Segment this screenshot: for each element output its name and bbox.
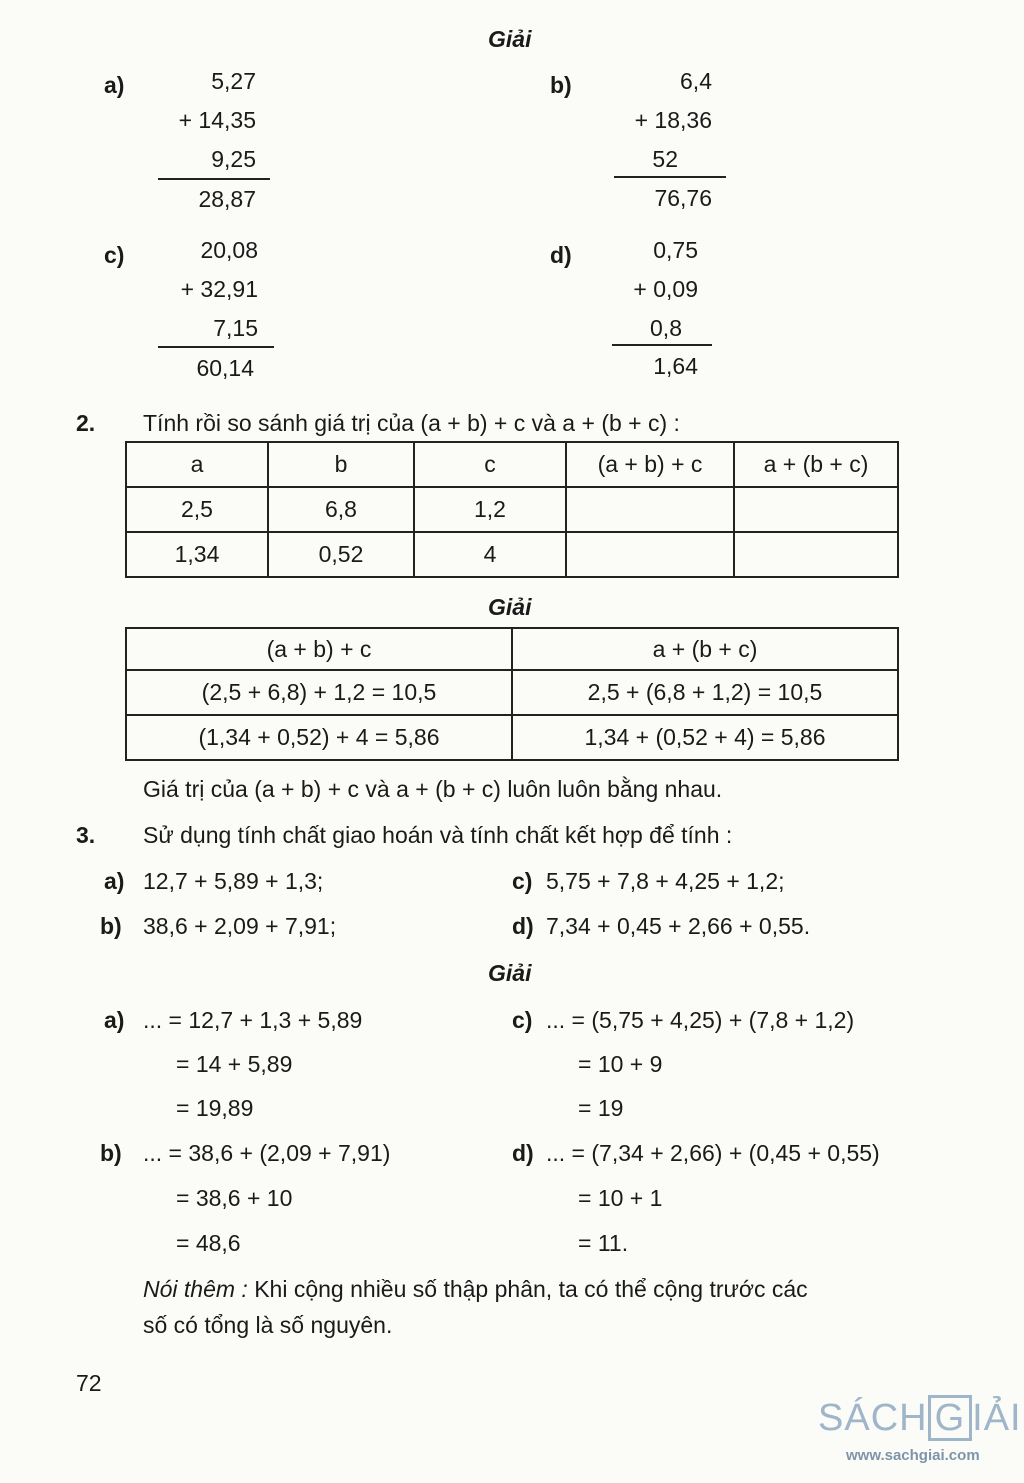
- table-row: [126, 532, 898, 577]
- ex3-sol-a-line: = 14 + 5,89: [176, 1051, 293, 1077]
- table-cell: 6,8: [268, 487, 414, 532]
- page-number: 72: [76, 1370, 102, 1396]
- ex1-a-sum: 28,87: [198, 186, 256, 212]
- ex3-sol-d-line: = 11.: [578, 1230, 629, 1256]
- ex3-b-label: b): [100, 913, 122, 939]
- ex3-a-label: a): [104, 868, 125, 894]
- note-text: Khi cộng nhiều số thập phân, ta có thể cộng trước các: [247, 1276, 808, 1302]
- table-cell: 4: [414, 532, 566, 577]
- table-header-cell: (a + b) + c: [126, 628, 512, 670]
- ex3-sol-c-line: = 10 + 9: [578, 1051, 663, 1077]
- ex1-a-label: a): [104, 72, 125, 98]
- logo-text: IẢI: [972, 1397, 1022, 1439]
- ex3-note: [143, 1276, 808, 1303]
- ex1-d-n1: 0,75: [653, 237, 698, 263]
- ex3-sol-b-line: ... = 38,6 + (2,09 + 7,91): [143, 1140, 391, 1166]
- ex2-number: 2.: [76, 410, 96, 436]
- ex3-c-expr: 5,75 + 7,8 + 4,25 + 1,2;: [546, 868, 785, 894]
- table-cell: 1,2: [414, 487, 566, 532]
- logo-text: SÁCH: [818, 1397, 928, 1439]
- table-cell: (1,34 + 0,52) + 4 = 5,86: [126, 715, 512, 760]
- table-cell: 1,34: [126, 532, 268, 577]
- ex1-b-n3: 52: [652, 146, 678, 172]
- solution-heading-3: Giải: [488, 960, 532, 986]
- ex3-number: 3.: [76, 822, 96, 848]
- ex3-sol-b-label: b): [100, 1140, 122, 1166]
- table-cell: 1,34 + (0,52 + 4) = 5,86: [512, 715, 898, 760]
- table-header-cell: b: [268, 442, 414, 487]
- ex3-d-expr: 7,34 + 0,45 + 2,66 + 0,55.: [546, 913, 811, 939]
- solution-heading-2: Giải: [488, 594, 532, 620]
- ex1-c-label: c): [104, 242, 125, 268]
- ex1-a-n1: 5,27: [211, 68, 256, 94]
- watermark-logo: [818, 1395, 1022, 1441]
- table-cell: (2,5 + 6,8) + 1,2 = 10,5: [126, 670, 512, 715]
- ex1-d-n2: + 0,09: [633, 276, 698, 302]
- ex1-c-n2: + 32,91: [180, 276, 258, 302]
- ex3-d-label: d): [512, 913, 534, 939]
- table-header-row: [126, 442, 898, 487]
- solution-heading-1: Giải: [488, 26, 532, 52]
- ex1-c-sum-line: [158, 346, 274, 348]
- ex3-prompt: Sử dụng tính chất giao hoán và tính chất kết hợp để tính :: [143, 822, 733, 848]
- ex1-d-n3: 0,8: [650, 315, 682, 341]
- table-header-cell: a + (b + c): [734, 442, 898, 487]
- table-header-cell: c: [414, 442, 566, 487]
- ex1-b-n2: + 18,36: [634, 107, 712, 133]
- table-cell: [734, 487, 898, 532]
- ex2-prompt: Tính rồi so sánh giá trị của (a + b) + c và a + (b + c) :: [143, 410, 680, 436]
- table-row: [126, 715, 898, 760]
- table-cell: 2,5 + (6,8 + 1,2) = 10,5: [512, 670, 898, 715]
- ex3-sol-d-label: d): [512, 1140, 534, 1166]
- ex1-c-sum: 60,14: [196, 355, 254, 381]
- table-cell: [566, 532, 734, 577]
- ex3-sol-c-label: c): [512, 1007, 533, 1033]
- watermark-url: www.sachgiai.com: [846, 1447, 980, 1464]
- ex3-a-expr: 12,7 + 5,89 + 1,3;: [143, 868, 324, 894]
- ex3-c-label: c): [512, 868, 533, 894]
- table-row: [126, 487, 898, 532]
- ex3-sol-b-line: = 38,6 + 10: [176, 1185, 293, 1211]
- table-header-row: [126, 628, 898, 670]
- ex3-sol-b-line: = 48,6: [176, 1230, 241, 1256]
- ex1-b-sum: 76,76: [654, 185, 712, 211]
- table-cell: [566, 487, 734, 532]
- ex3-sol-c-line: = 19: [578, 1095, 624, 1121]
- ex1-a-sum-line: [158, 178, 270, 180]
- ex3-sol-a-line: ... = 12,7 + 1,3 + 5,89: [143, 1007, 363, 1033]
- ex3-sol-a-line: = 19,89: [176, 1095, 254, 1121]
- ex1-a-n2: + 14,35: [178, 107, 256, 133]
- ex3-b-expr: 38,6 + 2,09 + 7,91;: [143, 913, 337, 939]
- ex1-d-sum: 1,64: [653, 353, 698, 379]
- ex2-solution-table: [125, 627, 899, 761]
- table-header-cell: a + (b + c): [512, 628, 898, 670]
- ex1-b-sum-line: [614, 176, 726, 178]
- ex3-sol-c-line: ... = (5,75 + 4,25) + (7,8 + 1,2): [546, 1007, 855, 1033]
- ex3-sol-d-line: = 10 + 1: [578, 1185, 663, 1211]
- table-header-cell: (a + b) + c: [566, 442, 734, 487]
- ex1-c-n1: 20,08: [200, 237, 258, 263]
- note-label: Nói thêm :: [143, 1276, 248, 1302]
- ex2-table: [125, 441, 899, 578]
- table-row: [126, 670, 898, 715]
- ex3-sol-a-label: a): [104, 1007, 125, 1033]
- ex2-conclusion: Giá trị của (a + b) + c và a + (b + c) luôn luôn bằng nhau.: [143, 776, 723, 802]
- ex1-a-n3: 9,25: [211, 146, 256, 172]
- ex1-c-n3: 7,15: [213, 315, 258, 341]
- ex1-d-label: d): [550, 242, 572, 268]
- ex1-d-sum-line: [612, 344, 712, 346]
- table-header-cell: a: [126, 442, 268, 487]
- ex3-note-line2: số có tổng là số nguyên.: [143, 1312, 393, 1338]
- ex1-b-n1: 6,4: [680, 68, 712, 94]
- table-cell: [734, 532, 898, 577]
- ex1-b-label: b): [550, 72, 572, 98]
- ex3-sol-d-line: ... = (7,34 + 2,66) + (0,45 + 0,55): [546, 1140, 880, 1166]
- table-cell: 0,52: [268, 532, 414, 577]
- logo-g-box: G: [928, 1395, 973, 1441]
- table-cell: 2,5: [126, 487, 268, 532]
